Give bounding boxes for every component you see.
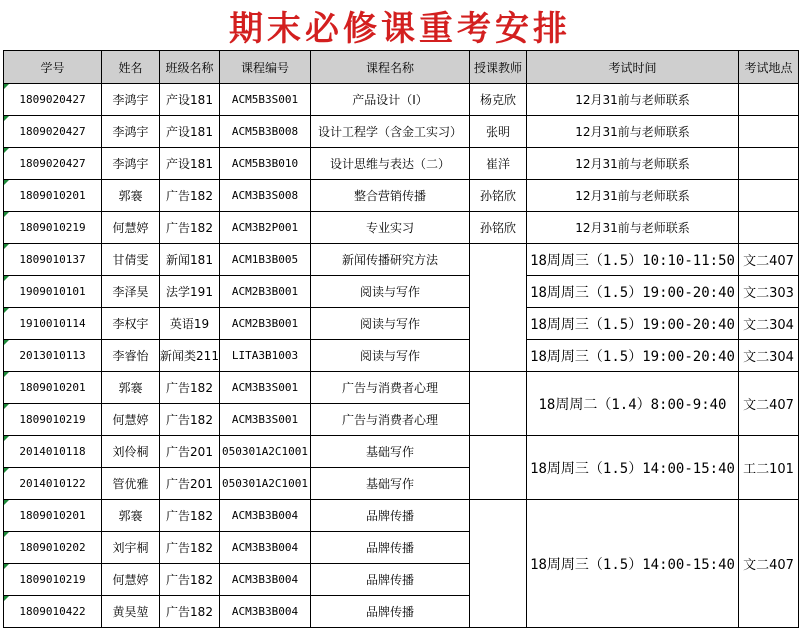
student-name-cell[interactable]: 郭褰 (102, 372, 160, 404)
course-name-cell[interactable]: 阅读与写作 (311, 276, 470, 308)
table-row (4, 276, 799, 308)
header-student-id: 学号 (4, 51, 102, 84)
class-cell[interactable]: 广告201 (160, 436, 220, 468)
student-name-cell[interactable]: 何慧婷 (102, 564, 160, 596)
student-id-cell[interactable]: 1809010201 (4, 180, 102, 212)
teacher-cell[interactable]: 孙铭欣 (470, 212, 527, 244)
exam-location-cell[interactable]: 工二101 (739, 436, 799, 500)
class-cell[interactable]: 新闻类211 (160, 340, 220, 372)
course-name-cell[interactable]: 广告与消费者心理 (311, 372, 470, 404)
course-name-cell[interactable]: 产品设计（I） (311, 84, 470, 116)
table-row (4, 212, 799, 244)
course-code-cell[interactable]: ACM3B3S001 (220, 372, 311, 404)
student-id-cell[interactable]: 1809010137 (4, 244, 102, 276)
student-name-cell[interactable]: 李鸿宇 (102, 148, 160, 180)
exam-location-cell[interactable] (739, 180, 799, 212)
teacher-cell[interactable]: 杨克欣 (470, 84, 527, 116)
student-id-cell[interactable]: 1809010219 (4, 212, 102, 244)
course-code-cell[interactable]: LITA3B1003 (220, 340, 311, 372)
course-name-cell[interactable]: 品牌传播 (311, 564, 470, 596)
course-name-cell[interactable]: 品牌传播 (311, 500, 470, 532)
student-id-cell[interactable]: 1809020427 (4, 116, 102, 148)
course-name-cell[interactable]: 广告与消费者心理 (311, 404, 470, 436)
course-name-cell[interactable]: 阅读与写作 (311, 340, 470, 372)
teacher-cell[interactable] (470, 244, 527, 372)
class-cell[interactable]: 广告182 (160, 564, 220, 596)
course-name-cell[interactable]: 新闻传播研究方法 (311, 244, 470, 276)
class-cell[interactable]: 广告182 (160, 500, 220, 532)
course-code-cell[interactable]: ACM5B3S001 (220, 84, 311, 116)
exam-time-cell[interactable]: 18周周三（1.5）10:10-11:50 (527, 244, 739, 276)
class-cell[interactable]: 广告182 (160, 404, 220, 436)
class-cell[interactable]: 产设181 (160, 148, 220, 180)
header-class: 班级名称 (160, 51, 220, 84)
header-row (4, 51, 799, 84)
course-code-cell[interactable]: ACM3B2P001 (220, 212, 311, 244)
student-id-cell[interactable]: 1910010114 (4, 308, 102, 340)
student-name-cell[interactable]: 何慧婷 (102, 404, 160, 436)
teacher-cell[interactable] (470, 372, 527, 436)
table-row (4, 180, 799, 212)
exam-location-cell[interactable]: 文二303 (739, 276, 799, 308)
exam-time-cell[interactable]: 18周周二（1.4）8:00-9:40 (527, 372, 739, 436)
exam-time-cell[interactable]: 18周周三（1.5）19:00-20:40 (527, 308, 739, 340)
student-id-cell[interactable]: 1809010202 (4, 532, 102, 564)
course-code-cell[interactable]: ACM3B3S008 (220, 180, 311, 212)
table-row (4, 84, 799, 116)
exam-location-cell[interactable] (739, 84, 799, 116)
class-cell[interactable]: 法学191 (160, 276, 220, 308)
table-row (4, 148, 799, 180)
student-name-cell[interactable]: 黄昊堃 (102, 596, 160, 628)
exam-location-cell[interactable]: 文二407 (739, 500, 799, 628)
course-code-cell[interactable]: ACM3B3B004 (220, 564, 311, 596)
course-code-cell[interactable]: 050301A2C1001 (220, 436, 311, 468)
exam-time-cell[interactable]: 12月31前与老师联系 (527, 84, 739, 116)
table-row (4, 500, 799, 532)
exam-location-cell[interactable]: 文二407 (739, 244, 799, 276)
retake-schedule-table (3, 50, 799, 628)
course-code-cell[interactable]: ACM2B3B001 (220, 308, 311, 340)
class-cell[interactable]: 广告182 (160, 212, 220, 244)
exam-location-cell[interactable] (739, 148, 799, 180)
student-name-cell[interactable]: 李鸿宇 (102, 116, 160, 148)
exam-time-cell[interactable]: 18周周三（1.5）14:00-15:40 (527, 436, 739, 500)
student-id-cell[interactable]: 1809010219 (4, 564, 102, 596)
page-title: 期末必修课重考安排 (229, 8, 571, 49)
course-code-cell[interactable]: ACM5B3B010 (220, 148, 311, 180)
student-name-cell[interactable]: 李鸿宇 (102, 84, 160, 116)
course-code-cell[interactable]: ACM3B3S001 (220, 404, 311, 436)
student-name-cell[interactable]: 郭褰 (102, 180, 160, 212)
header-course-name: 课程名称 (311, 51, 470, 84)
course-code-cell[interactable]: ACM1B3B005 (220, 244, 311, 276)
student-name-cell[interactable]: 甘倩雯 (102, 244, 160, 276)
class-cell[interactable]: 广告182 (160, 596, 220, 628)
course-name-cell[interactable]: 阅读与写作 (311, 308, 470, 340)
header-teacher: 授课教师 (470, 51, 527, 84)
header-exam-time: 考试时间 (527, 51, 739, 84)
table-row (4, 116, 799, 148)
exam-location-cell[interactable] (739, 212, 799, 244)
course-name-cell[interactable]: 品牌传播 (311, 596, 470, 628)
student-name-cell[interactable]: 管优雅 (102, 468, 160, 500)
student-name-cell[interactable]: 刘伶桐 (102, 436, 160, 468)
course-code-cell[interactable]: ACM3B3B004 (220, 532, 311, 564)
header-exam-location: 考试地点 (739, 51, 799, 84)
header-course-code: 课程编号 (220, 51, 311, 84)
student-name-cell[interactable]: 李泽昊 (102, 276, 160, 308)
student-name-cell[interactable]: 何慧婷 (102, 212, 160, 244)
class-cell[interactable]: 产设181 (160, 116, 220, 148)
exam-location-cell[interactable]: 文二304 (739, 308, 799, 340)
course-name-cell[interactable]: 品牌传播 (311, 532, 470, 564)
header-name: 姓名 (102, 51, 160, 84)
student-id-cell[interactable]: 2013010113 (4, 340, 102, 372)
course-code-cell[interactable]: ACM3B3B004 (220, 596, 311, 628)
course-code-cell[interactable]: ACM2B3B001 (220, 276, 311, 308)
exam-location-cell[interactable]: 文二407 (739, 372, 799, 436)
exam-time-cell[interactable]: 12月31前与老师联系 (527, 212, 739, 244)
table-row (4, 308, 799, 340)
exam-time-cell[interactable]: 12月31前与老师联系 (527, 148, 739, 180)
class-cell[interactable]: 新闻181 (160, 244, 220, 276)
course-name-cell[interactable]: 基础写作 (311, 468, 470, 500)
course-code-cell[interactable]: 050301A2C1001 (220, 468, 311, 500)
table-row (4, 436, 799, 468)
class-cell[interactable]: 广告182 (160, 180, 220, 212)
student-name-cell[interactable]: 郭褰 (102, 500, 160, 532)
exam-time-cell[interactable]: 12月31前与老师联系 (527, 180, 739, 212)
course-name-cell[interactable]: 设计思维与表达（二） (311, 148, 470, 180)
student-id-cell[interactable]: 1809020427 (4, 84, 102, 116)
class-cell[interactable]: 产设181 (160, 84, 220, 116)
exam-location-cell[interactable] (739, 116, 799, 148)
course-name-cell[interactable]: 专业实习 (311, 212, 470, 244)
teacher-cell[interactable]: 崔洋 (470, 148, 527, 180)
student-name-cell[interactable]: 刘宇桐 (102, 532, 160, 564)
class-cell[interactable]: 广告201 (160, 468, 220, 500)
student-id-cell[interactable]: 1809010422 (4, 596, 102, 628)
exam-time-cell[interactable]: 18周周三（1.5）19:00-20:40 (527, 276, 739, 308)
student-id-cell[interactable]: 1809010201 (4, 372, 102, 404)
class-cell[interactable]: 广告182 (160, 372, 220, 404)
student-id-cell[interactable]: 2014010118 (4, 436, 102, 468)
class-cell[interactable]: 英语19 (160, 308, 220, 340)
table-row (4, 244, 799, 276)
table-row (4, 372, 799, 404)
student-id-cell[interactable]: 1909010101 (4, 276, 102, 308)
student-id-cell[interactable]: 2014010122 (4, 468, 102, 500)
student-id-cell[interactable]: 1809010201 (4, 500, 102, 532)
course-name-cell[interactable]: 整合营销传播 (311, 180, 470, 212)
student-id-cell[interactable]: 1809020427 (4, 148, 102, 180)
teacher-cell[interactable] (470, 500, 527, 628)
course-code-cell[interactable]: ACM5B3B008 (220, 116, 311, 148)
teacher-cell[interactable] (470, 436, 527, 500)
exam-time-cell[interactable]: 18周周三（1.5）19:00-20:40 (527, 340, 739, 372)
teacher-cell[interactable]: 张明 (470, 116, 527, 148)
course-code-cell[interactable]: ACM3B3B004 (220, 500, 311, 532)
exam-time-cell[interactable]: 12月31前与老师联系 (527, 116, 739, 148)
table-row (4, 340, 799, 372)
student-id-cell[interactable]: 1809010219 (4, 404, 102, 436)
class-cell[interactable]: 广告182 (160, 532, 220, 564)
exam-time-cell[interactable]: 18周周三（1.5）14:00-15:40 (527, 500, 739, 628)
exam-location-cell[interactable]: 文二304 (739, 340, 799, 372)
student-name-cell[interactable]: 李权宇 (102, 308, 160, 340)
student-name-cell[interactable]: 李睿怡 (102, 340, 160, 372)
course-name-cell[interactable]: 基础写作 (311, 436, 470, 468)
course-name-cell[interactable]: 设计工程学（含金工实习） (311, 116, 470, 148)
teacher-cell[interactable]: 孙铭欣 (470, 180, 527, 212)
